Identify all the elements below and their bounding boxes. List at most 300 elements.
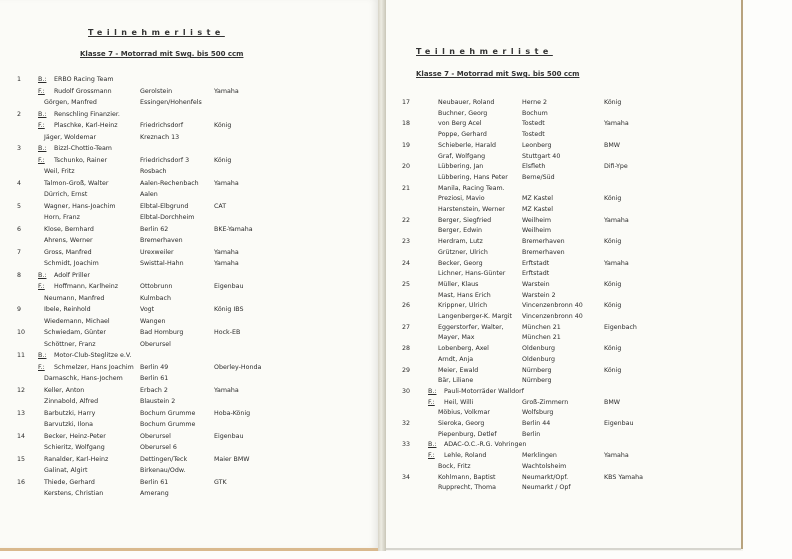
motorcycle-make: Difi-Ype xyxy=(604,163,628,171)
hometown: Aalen xyxy=(140,191,158,198)
hometown: Bremerhaven xyxy=(140,237,183,244)
list-item xyxy=(0,398,378,407)
entry-number: 12 xyxy=(17,386,26,394)
hometown: Erbach 2 xyxy=(140,386,168,394)
hometown: Berlin 61 xyxy=(140,375,169,382)
entry-number: 34 xyxy=(402,473,411,481)
role-prefix: F.: xyxy=(428,398,435,406)
motorcycle-make: CAT xyxy=(214,202,227,210)
hometown: Amerang xyxy=(140,490,169,497)
participant-name: Barbutzki, Harry xyxy=(44,409,96,417)
list-item xyxy=(386,356,741,365)
list-item xyxy=(386,227,741,236)
hometown: Erftstadt xyxy=(522,270,550,278)
hometown: Bremerhaven xyxy=(522,238,565,246)
motorcycle-make: Eigenbach xyxy=(604,323,637,331)
list-item xyxy=(0,283,378,292)
hometown: Wangen xyxy=(140,317,166,325)
list-item xyxy=(0,272,378,281)
participant-name: Görgen, Manfred xyxy=(44,99,97,106)
participant-name: Preziosi, Mavio xyxy=(438,195,485,203)
participant-name: Berger, Edwin xyxy=(438,227,483,235)
list-item xyxy=(386,324,741,333)
participant-name: Gross, Manfred xyxy=(44,248,92,256)
right-page xyxy=(386,0,741,550)
hometown: Friedrichsdorf xyxy=(140,122,184,129)
participant-name: Müller, Klaus xyxy=(438,280,479,288)
role-prefix: F.: xyxy=(38,122,45,129)
list-item xyxy=(386,420,741,429)
participant-name: Kerstens, Christian xyxy=(44,490,104,497)
participant-name: Ahrens, Werner xyxy=(44,237,93,244)
participant-name: Weil, Fritz xyxy=(44,168,75,175)
participant-name: Bizzl-Chottio-Team xyxy=(54,145,112,152)
participant-name: Tschunko, Rainer xyxy=(54,156,108,164)
participant-name: Keller, Anton xyxy=(44,386,85,394)
participant-name: Graf, Wolfgang xyxy=(438,152,486,160)
entry-number: 1 xyxy=(17,76,22,83)
participant-name: Ranalder, Karl-Heinz xyxy=(44,455,109,463)
hometown: München 21 xyxy=(522,323,561,331)
motorcycle-make: König xyxy=(604,280,622,288)
list-item xyxy=(386,431,741,440)
participant-name: Möbius, Volkmar xyxy=(438,409,490,417)
entry-number: 7 xyxy=(17,248,22,256)
list-item xyxy=(0,226,378,235)
hometown: Groß-Zimmern xyxy=(522,398,569,406)
list-item xyxy=(0,157,378,166)
list-item xyxy=(386,206,741,215)
participant-name: Becker, Georg xyxy=(438,259,483,267)
hometown: Elsfleth xyxy=(522,163,546,171)
motorcycle-make: Yamaha xyxy=(214,87,239,95)
participant-name: Bär, Liliane xyxy=(438,377,474,385)
participant-name: Harstenstein, Werner xyxy=(438,206,505,213)
entry-number: 18 xyxy=(402,120,411,128)
list-item xyxy=(386,110,741,119)
list-item xyxy=(386,302,741,311)
hometown: München 21 xyxy=(522,334,561,342)
entry-number: 32 xyxy=(402,420,411,427)
participant-name: Schmelzer, Hans Joachim xyxy=(54,363,134,371)
hometown: Herne 2 xyxy=(522,99,547,106)
motorcycle-make: Yamaha xyxy=(214,248,239,256)
entry-number: 24 xyxy=(402,259,411,267)
hometown: Wolfsburg xyxy=(522,409,554,417)
role-prefix: F.: xyxy=(38,87,45,95)
motorcycle-make: König xyxy=(214,122,232,129)
motorcycle-make: Hoba-König xyxy=(214,409,251,417)
hometown: Rosbach xyxy=(140,168,167,175)
list-item xyxy=(0,122,378,131)
motorcycle-make: König xyxy=(214,156,232,164)
participant-name: Becker, Heinz-Peter xyxy=(44,432,106,440)
list-item xyxy=(386,281,741,290)
hometown: Stuttgart 40 xyxy=(522,152,561,160)
list-item xyxy=(386,217,741,226)
hometown: Berlin xyxy=(522,430,541,438)
participant-name: Schieberle, Harald xyxy=(438,141,496,149)
hometown: Oldenburg xyxy=(522,345,556,353)
class-heading: Klasse 7 - Motorrad mit Swg. bis 500 ccm xyxy=(416,70,580,78)
list-item xyxy=(0,111,378,120)
hometown: Merklingen xyxy=(522,452,557,460)
entry-number: 3 xyxy=(17,145,22,152)
participant-name: Wagner, Hans-Joachim xyxy=(44,202,116,210)
participant-name: Zinnabold, Alfred xyxy=(44,398,99,405)
participant-name: Neubauer, Roland xyxy=(438,99,495,106)
list-item xyxy=(0,318,378,327)
list-item xyxy=(0,490,378,499)
motorcycle-make: BMW xyxy=(604,398,620,406)
participant-name: Bock, Fritz xyxy=(438,462,471,470)
hometown: Leonberg xyxy=(522,141,552,149)
hometown: Berlin 44 xyxy=(522,420,551,427)
list-item xyxy=(0,341,378,350)
list-item xyxy=(0,467,378,476)
participant-name: Mast, Hans Erich xyxy=(438,291,491,299)
list-item xyxy=(386,345,741,354)
list-item xyxy=(386,441,741,450)
list-item xyxy=(0,134,378,143)
list-item xyxy=(0,191,378,200)
list-item xyxy=(386,195,741,204)
list-item xyxy=(386,185,741,194)
entry-number: 13 xyxy=(17,409,26,417)
participant-name: Lichner, Hans-Günter xyxy=(438,270,506,278)
hometown: Warstein xyxy=(522,280,550,288)
entry-number: 30 xyxy=(402,387,411,395)
participant-name: Thiede, Gerhard xyxy=(44,478,95,486)
hometown: Neumarkt/Opf. xyxy=(522,473,569,481)
hometown: Vogt xyxy=(140,306,155,313)
page-title: Teilnehmerliste xyxy=(88,28,225,37)
participant-name: Horn, Franz xyxy=(44,214,80,221)
participant-name: Dürrich, Ernst xyxy=(44,191,88,198)
participant-name: Lobenberg, Axel xyxy=(438,345,489,353)
hometown: Swisttal-Hahn xyxy=(140,260,184,267)
hometown: Tostedt xyxy=(522,120,545,128)
motorcycle-make: Oberley-Honda xyxy=(214,363,262,371)
role-prefix: F.: xyxy=(38,156,45,164)
list-item xyxy=(0,444,378,453)
hometown: Friedrichsdorf 3 xyxy=(140,156,190,164)
hometown: Oberursel 6 xyxy=(140,444,177,451)
hometown: Dettingen/Teck xyxy=(140,455,188,463)
entry-number: 20 xyxy=(402,163,411,171)
hometown: Weilheim xyxy=(522,227,551,235)
hometown: Oberursel xyxy=(140,432,171,440)
entry-number: 15 xyxy=(17,455,26,463)
motorcycle-make: Eigenbau xyxy=(214,283,244,290)
motorcycle-make: BMW xyxy=(604,141,620,149)
list-item xyxy=(386,334,741,343)
participant-name: Damaschk, Hans-Jochem xyxy=(44,375,123,382)
hometown: Oberursel xyxy=(140,340,171,348)
hometown: Ottobrunn xyxy=(140,283,173,290)
list-item xyxy=(0,329,378,338)
list-item xyxy=(386,474,741,483)
motorcycle-make: Yamaha xyxy=(214,386,239,394)
hometown: Aalen-Rechenbach xyxy=(140,179,199,187)
participant-name: Wiedemann, Michael xyxy=(44,317,110,325)
entry-number: 5 xyxy=(17,202,22,210)
participant-name: Barvutzki, Ilona xyxy=(44,421,93,428)
hometown: Erftstadt xyxy=(522,259,550,267)
hometown: Vincenzenbronn 40 xyxy=(522,313,583,320)
hometown: Urexweiler xyxy=(140,248,174,256)
hometown: Nürnberg xyxy=(522,377,552,385)
participant-name: Kohlmann, Baptist xyxy=(438,473,496,481)
motorcycle-make: König xyxy=(604,345,622,353)
motorcycle-make: Yamaha xyxy=(214,260,239,267)
hometown: Birkenau/Odw. xyxy=(140,467,186,474)
hometown: Bremerhaven xyxy=(522,248,565,256)
left-page xyxy=(0,0,378,551)
participant-name: von Berg Acel xyxy=(438,120,482,128)
participant-name: Lübbering, Jan xyxy=(438,163,484,171)
book-gutter xyxy=(378,0,386,559)
entry-number: 28 xyxy=(402,345,411,353)
list-item xyxy=(386,249,741,258)
list-item xyxy=(0,203,378,212)
list-item xyxy=(386,377,741,386)
motorcycle-make: König xyxy=(604,366,622,374)
entry-number: 22 xyxy=(402,216,411,224)
hometown: Elbtal-Elbgrund xyxy=(140,202,189,210)
role-prefix: B.: xyxy=(38,76,47,83)
list-item xyxy=(386,388,741,397)
list-item xyxy=(386,99,741,108)
participant-name: Heil, Willi xyxy=(444,398,474,406)
role-prefix: B.: xyxy=(38,271,47,279)
entry-number: 26 xyxy=(402,302,411,310)
participant-name: Schmidt, Joachim xyxy=(44,260,99,267)
hometown: Weilheim xyxy=(522,216,551,224)
entry-number: 8 xyxy=(17,271,22,279)
role-prefix: F.: xyxy=(38,363,45,371)
list-item xyxy=(0,410,378,419)
hometown: Tostedt xyxy=(522,131,545,139)
motorcycle-make: Yamaha xyxy=(604,259,629,267)
entry-number: 9 xyxy=(17,306,22,313)
list-item xyxy=(386,163,741,172)
entry-number: 19 xyxy=(402,141,411,149)
participant-name: Manila, Racing Team. xyxy=(438,184,505,192)
hometown: Bochum Grumme xyxy=(140,421,196,428)
hometown: Essingen/Hohenfels xyxy=(140,99,202,106)
list-item xyxy=(0,260,378,269)
motorcycle-make: König xyxy=(604,99,622,106)
hometown: Kreznach 13 xyxy=(140,133,180,141)
hometown: Blaustein 2 xyxy=(140,398,176,405)
list-item xyxy=(386,313,741,322)
list-item xyxy=(0,456,378,465)
participant-name: Mayer, Max xyxy=(438,334,475,342)
hometown: Wachtolsheim xyxy=(522,462,567,470)
list-item xyxy=(0,479,378,488)
motorcycle-make: König xyxy=(604,195,622,203)
entry-number: 29 xyxy=(402,366,411,374)
background xyxy=(0,551,792,559)
participant-name: Rudolf Grossmann xyxy=(54,87,112,95)
participant-name: Rupprecht, Thoma xyxy=(438,484,497,492)
motorcycle-make: Yamaha xyxy=(214,179,239,187)
list-item xyxy=(386,484,741,493)
participant-name: Motor-Club-Steglitze e.V. xyxy=(54,352,132,359)
entry-number: 25 xyxy=(402,280,411,288)
participant-name: Herdram, Lutz xyxy=(438,238,483,246)
list-item xyxy=(386,142,741,151)
hometown: Berlin 61 xyxy=(140,478,169,486)
participant-name: Buchner, Georg xyxy=(438,109,488,117)
list-item xyxy=(0,295,378,304)
participant-name: Krippner, Ulrich xyxy=(438,302,488,310)
list-item xyxy=(386,399,741,408)
participant-name: Schieritz, Wolfgang xyxy=(44,444,105,451)
role-prefix: B.: xyxy=(38,352,47,359)
participant-name: ERBO Racing Team xyxy=(54,76,114,83)
list-item xyxy=(0,249,378,258)
participant-name: Klose, Bernhard xyxy=(44,225,94,233)
motorcycle-make: König xyxy=(604,238,622,246)
list-item xyxy=(0,145,378,154)
list-item xyxy=(0,421,378,430)
class-heading: Klasse 7 - Motorrad mit Swg. bis 500 ccm xyxy=(80,50,244,58)
list-item xyxy=(0,375,378,384)
motorcycle-make: Hock-EB xyxy=(214,329,241,336)
participant-name: Hoffmann, Karlheinz xyxy=(54,283,119,290)
page-title: Teilnehmerliste xyxy=(416,47,553,56)
hometown: Berlin 49 xyxy=(140,363,169,371)
participant-name: Lübbering, Hans Peter xyxy=(438,173,508,181)
list-item xyxy=(386,238,741,247)
entry-number: 23 xyxy=(402,238,411,246)
entry-number: 27 xyxy=(402,323,411,331)
role-prefix: F.: xyxy=(38,283,45,290)
hometown: Berlin 62 xyxy=(140,225,169,233)
list-item xyxy=(0,364,378,373)
motorcycle-make: KBS Yamaha xyxy=(604,473,644,481)
hometown: Bochum xyxy=(522,109,548,117)
entry-number: 14 xyxy=(17,432,26,440)
entry-number: 16 xyxy=(17,478,26,486)
participant-name: Sieroka, Georg xyxy=(438,420,485,427)
participant-name: Galinat, Algirt xyxy=(44,467,88,474)
participant-name: Lehle, Roland xyxy=(444,452,487,460)
list-item xyxy=(386,120,741,129)
hometown: Neumarkt / Opf xyxy=(522,484,571,492)
entry-number: 17 xyxy=(402,99,411,106)
role-prefix: B.: xyxy=(428,441,437,449)
list-item xyxy=(386,452,741,461)
participant-name: Piepenburg, Detlef xyxy=(438,430,497,438)
list-item xyxy=(386,174,741,183)
list-item xyxy=(386,270,741,279)
motorcycle-make: Maier BMW xyxy=(214,455,250,463)
hometown: Gerolstein xyxy=(140,87,173,95)
list-item xyxy=(0,99,378,108)
hometown: Kulmbach xyxy=(140,294,171,302)
role-prefix: B.: xyxy=(428,387,437,395)
list-item xyxy=(386,409,741,418)
participant-name: Renschling Finanzier. xyxy=(54,110,120,118)
motorcycle-make: Yamaha xyxy=(604,120,629,128)
hometown: Oldenburg xyxy=(522,355,556,363)
hometown: Berne/Süd xyxy=(522,173,555,181)
list-item xyxy=(386,367,741,376)
hometown: MZ Kastel xyxy=(522,195,553,203)
hometown: Warstein 2 xyxy=(522,291,556,299)
participant-name: Arndt, Anja xyxy=(438,355,474,363)
list-item xyxy=(0,237,378,246)
list-item xyxy=(386,292,741,301)
entry-number: 11 xyxy=(17,352,26,359)
participant-name: Meier, Ewald xyxy=(438,366,479,374)
participant-name: Grützner, Ulrich xyxy=(438,248,488,256)
hometown: Elbtal-Dorchheim xyxy=(140,214,195,221)
hometown: Bad Homburg xyxy=(140,329,184,336)
list-item xyxy=(0,168,378,177)
list-item xyxy=(0,214,378,223)
entry-number: 21 xyxy=(402,184,411,192)
motorcycle-make: König xyxy=(604,302,622,310)
list-item xyxy=(0,352,378,361)
participant-name: Neumann, Manfred xyxy=(44,294,105,302)
participant-name: Eggerstorfer, Walter, xyxy=(438,323,504,331)
motorcycle-make: BKE-Yamaha xyxy=(214,225,253,233)
motorcycle-make: Eigenbau xyxy=(604,420,634,427)
background xyxy=(743,0,792,559)
entry-number: 4 xyxy=(17,179,22,187)
participant-name: Schwiedam, Günter xyxy=(44,329,107,336)
role-prefix: F.: xyxy=(428,452,435,460)
participant-name: Pauli-Motorräder Walldorf xyxy=(444,387,524,395)
participant-name: Schöttner, Franz xyxy=(44,340,96,348)
motorcycle-make: GTK xyxy=(214,478,227,486)
motorcycle-make: König IBS xyxy=(214,306,244,313)
entry-number: 33 xyxy=(402,441,411,449)
participant-name: Talmon-Groß, Walter xyxy=(44,179,109,187)
list-item xyxy=(0,387,378,396)
list-item xyxy=(386,131,741,140)
entry-number: 10 xyxy=(17,329,26,336)
participant-name: ADAC-O.C.-R.G. Vohringen xyxy=(444,441,527,449)
participant-name: Jäger, Woldemar xyxy=(44,133,97,141)
hometown: Bochum Grumme xyxy=(140,409,196,417)
participant-name: Langenberger-K. Margit xyxy=(438,313,513,320)
role-prefix: B.: xyxy=(38,110,47,118)
list-item xyxy=(386,260,741,269)
role-prefix: B.: xyxy=(38,145,47,152)
list-item xyxy=(0,88,378,97)
participant-name: Adolf Priller xyxy=(54,271,91,279)
motorcycle-make: Yamaha xyxy=(604,216,629,224)
hometown: MZ Kastel xyxy=(522,206,553,213)
participant-name: Poppe, Gerhard xyxy=(438,131,487,139)
participant-name: Plaschke, Karl-Heinz xyxy=(54,122,118,129)
entry-number: 6 xyxy=(17,225,22,233)
list-item xyxy=(0,76,378,85)
participant-name: Ibele, Reinhold xyxy=(44,306,91,313)
entry-number: 2 xyxy=(17,110,22,118)
list-item xyxy=(386,463,741,472)
list-item xyxy=(0,433,378,442)
list-item xyxy=(0,306,378,315)
hometown: Nürnberg xyxy=(522,366,552,374)
motorcycle-make: Yamaha xyxy=(604,452,629,460)
participant-name: Berger, Siegfried xyxy=(438,216,492,224)
